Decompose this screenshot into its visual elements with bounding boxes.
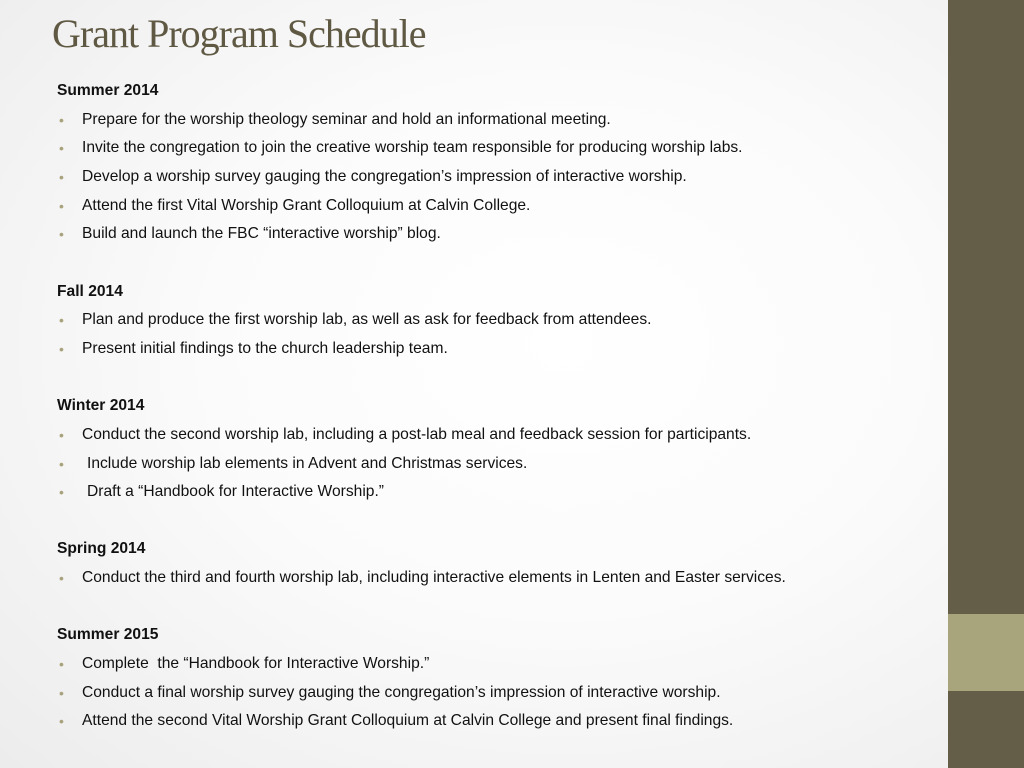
item-text: Conduct the second worship lab, including a post-lab meal and feedback session for participants. — [82, 425, 752, 443]
section-heading: Summer 2015 — [57, 626, 159, 644]
section-winter-2014 — [57, 394, 937, 509]
item-text: Conduct the third and fourth worship lab, including interactive elements in Lenten and Easter services. — [82, 569, 786, 587]
list-item — [57, 452, 937, 481]
list-item — [57, 566, 937, 595]
bullet-icon: • — [59, 713, 64, 730]
bullet-icon: • — [59, 111, 64, 128]
list-item — [57, 480, 937, 509]
bullet-icon: • — [59, 341, 64, 357]
list-item — [57, 165, 937, 194]
section-heading: Spring 2014 — [57, 540, 146, 558]
bullet-icon: • — [59, 455, 64, 472]
item-text: Conduct a final worship survey gauging the congregation’s impression of interactive worship. — [82, 683, 721, 701]
bullet-icon: • — [59, 656, 64, 672]
section-summer-2015 — [57, 623, 937, 738]
section-spring-2014 — [57, 537, 937, 594]
item-text: Develop a worship survey gauging the congregation’s impression of interactive worship. — [82, 168, 687, 186]
bullet-icon: • — [59, 484, 64, 501]
list-item — [57, 709, 937, 738]
item-text: Build and launch the FBC “interactive worship” blog. — [82, 225, 441, 243]
item-text: Attend the second Vital Worship Grant Colloquium at Calvin College and present final findings. — [82, 712, 734, 730]
list-item — [57, 423, 937, 452]
list-item — [57, 308, 937, 337]
item-text: Complete the “Handbook for Interactive Worship.” — [82, 655, 430, 672]
bullet-icon: • — [59, 169, 64, 186]
bullet-icon: • — [59, 197, 64, 214]
section-heading: Summer 2014 — [57, 82, 159, 99]
decorative-sidebar-accent — [948, 614, 1024, 691]
bullet-icon: • — [59, 140, 64, 157]
bullet-icon: • — [59, 312, 64, 329]
item-text: Invite the congregation to join the creative worship team responsible for producing worship labs. — [82, 139, 743, 157]
section-fall-2014 — [57, 280, 937, 366]
bullet-icon: • — [59, 570, 64, 587]
list-item — [57, 337, 937, 366]
list-item — [57, 652, 937, 681]
list-item — [57, 136, 937, 165]
item-text: Draft a “Handbook for Interactive Worship.” — [87, 483, 384, 501]
section-heading: Winter 2014 — [57, 397, 145, 415]
item-text: Prepare for the worship theology seminar and hold an informational meeting. — [82, 110, 611, 128]
item-text: Include worship lab elements in Advent and Christmas services. — [87, 454, 528, 472]
list-item — [57, 108, 937, 137]
section-heading: Fall 2014 — [57, 282, 123, 300]
list-item — [57, 222, 937, 251]
bullet-icon: • — [59, 226, 64, 243]
bullet-icon: • — [59, 426, 64, 443]
list-item — [57, 681, 937, 710]
slide-title: Grant Program Schedule — [52, 11, 426, 56]
schedule-content — [57, 79, 937, 767]
item-text: Present initial findings to the church leadership team. — [82, 340, 448, 357]
item-text: Attend the first Vital Worship Grant Colloquium at Calvin College. — [82, 196, 531, 214]
bullet-icon: • — [59, 684, 64, 701]
section-summer-2014 — [57, 79, 937, 251]
list-item — [57, 194, 937, 223]
item-text: Plan and produce the first worship lab, as well as ask for feedback from attendees. — [82, 311, 652, 329]
